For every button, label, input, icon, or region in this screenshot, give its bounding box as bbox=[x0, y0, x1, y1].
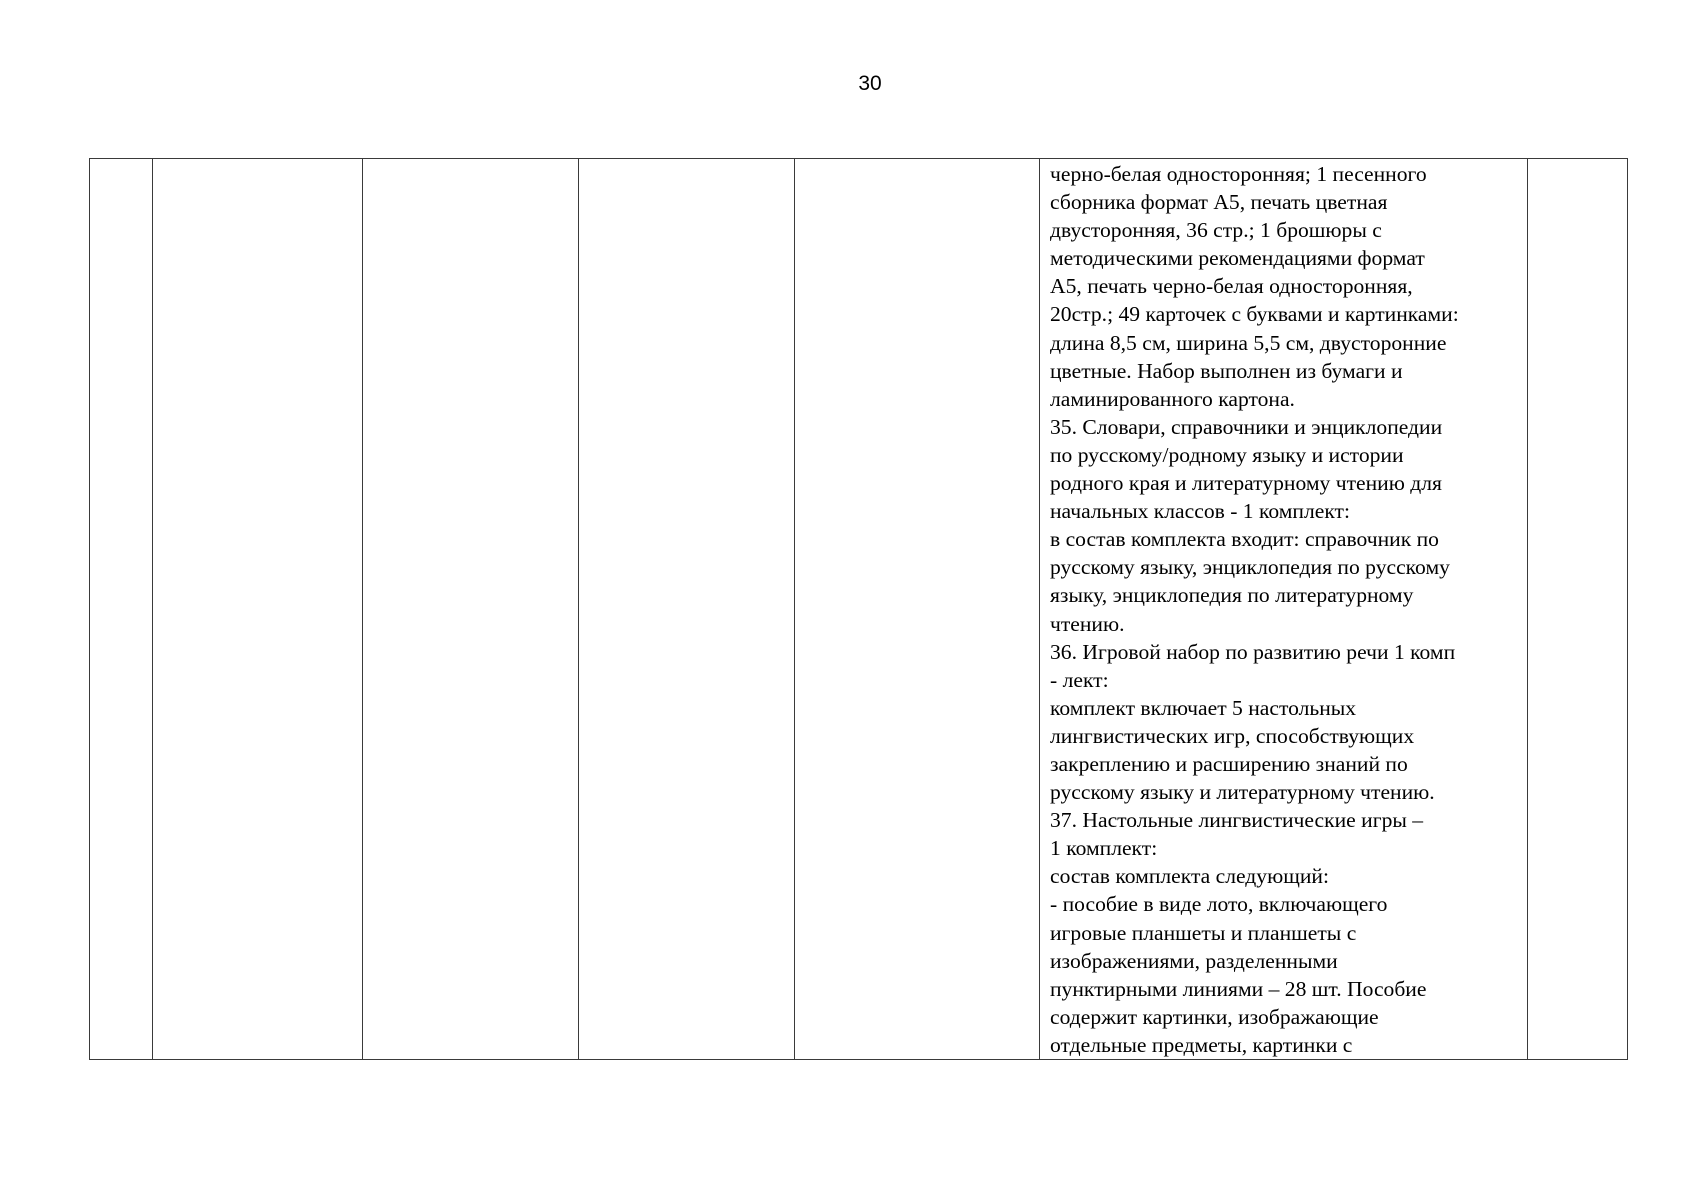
description-line: начальных классов - 1 комплект: bbox=[1050, 499, 1350, 524]
description-line: цветные. Набор выполнен из бумаги и bbox=[1050, 358, 1403, 383]
description-line: методическими рекомендациями формат bbox=[1050, 246, 1425, 271]
description-line: - пособие в виде лото, включающего bbox=[1050, 892, 1388, 917]
description-line: двусторонняя, 36 стр.; 1 брошюры с bbox=[1050, 218, 1382, 243]
table-cell-col7 bbox=[1528, 159, 1628, 1060]
table-cell-col3 bbox=[363, 159, 579, 1060]
description-line: пунктирными линиями – 28 шт. Пособие bbox=[1050, 976, 1427, 1001]
table-cell-col5 bbox=[795, 159, 1040, 1060]
description-line: 36. Игровой набор по развитию речи 1 комп bbox=[1050, 639, 1456, 664]
table-cell-col4 bbox=[579, 159, 795, 1060]
description-line: 35. Словари, справочники и энциклопедии bbox=[1050, 414, 1443, 439]
description-line: по русскому/родному языку и истории bbox=[1050, 442, 1404, 467]
description-line: в состав комплекта входит: справочник по bbox=[1050, 527, 1439, 552]
description-line: А5, печать черно-белая односторонняя, bbox=[1050, 274, 1413, 299]
description-line: отдельные предметы, картинки с bbox=[1050, 1032, 1353, 1057]
description-line: языку, энциклопедия по литературному bbox=[1050, 583, 1414, 608]
description-line: изображениями, разделенными bbox=[1050, 948, 1338, 973]
description-line: черно-белая односторонняя; 1 песенного bbox=[1050, 162, 1427, 186]
description-line: родного края и литературному чтению для bbox=[1050, 471, 1442, 496]
description-line: сборника формат А5, печать цветная bbox=[1050, 190, 1388, 215]
description-line: 1 комплект: bbox=[1050, 836, 1158, 861]
description-line: русскому языку и литературному чтению. bbox=[1050, 780, 1435, 805]
description-line: состав комплекта следующий: bbox=[1050, 864, 1329, 889]
description-line: закреплению и расширению знаний по bbox=[1050, 751, 1408, 776]
page-number: 30 bbox=[858, 72, 882, 95]
description-line: лингвистических игр, способствующих bbox=[1050, 723, 1415, 748]
description-line: длина 8,5 см, ширина 5,5 см, двусторонние bbox=[1050, 330, 1447, 355]
description-line: комплект включает 5 настольных bbox=[1050, 695, 1357, 720]
description-line: - лект: bbox=[1050, 667, 1109, 692]
description-line: русскому языку, энциклопедия по русскому bbox=[1050, 555, 1450, 580]
description-line: 37. Настольные лингвистические игры – bbox=[1050, 808, 1424, 833]
description-cell bbox=[1040, 159, 1528, 1060]
description-line: содержит картинки, изображающие bbox=[1050, 1004, 1379, 1029]
table-row bbox=[90, 159, 1628, 1060]
table-cell-col1 bbox=[90, 159, 153, 1060]
specification-table bbox=[89, 158, 1628, 1060]
description-line: 20стр.; 49 карточек с буквами и картинками: bbox=[1050, 302, 1459, 327]
description-line: игровые планшеты и планшеты с bbox=[1050, 920, 1357, 945]
table-cell-col2 bbox=[153, 159, 363, 1060]
description-line: чтению. bbox=[1050, 611, 1125, 636]
description-line: ламинированного картона. bbox=[1050, 386, 1295, 411]
